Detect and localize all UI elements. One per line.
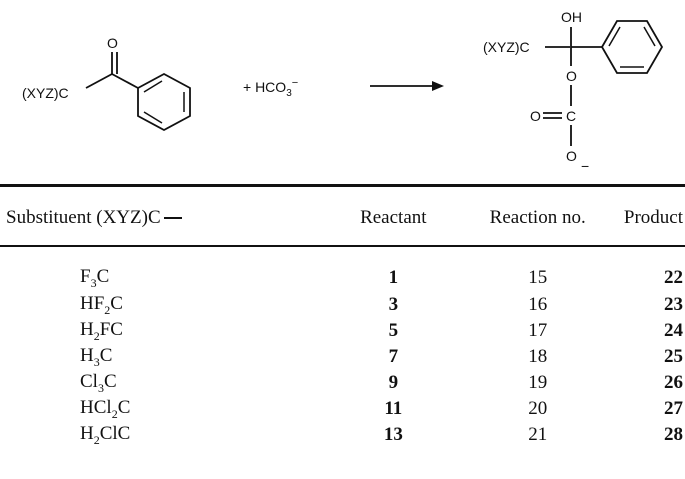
reagent-label: + $HCO_3^-$: [243, 77, 299, 99]
reaction-arrow-head: [432, 81, 444, 91]
col-header-reactant: Reactant: [360, 207, 427, 228]
reactant-cell: 9: [388, 372, 399, 393]
product-cell: 24: [664, 320, 683, 341]
bond-dash: [164, 217, 182, 219]
table-body: [0, 246, 685, 448]
product-phenyl-double-2: [644, 27, 655, 46]
reactant-cell: 13: [383, 424, 403, 445]
reaction-no-cell: 16: [528, 294, 548, 315]
reaction-scheme: [0, 0, 685, 180]
substituent-cell: $HF_2C$: [80, 292, 123, 317]
reactant-cell: 1: [388, 267, 399, 288]
substituent-cell: HCl$_2$C: [80, 396, 131, 421]
substituent-cell: $H_2ClC$: [80, 422, 131, 447]
col-header-substituent: Substituent (XYZ)C: [0, 190, 335, 246]
substituent-cell: $Cl_3C$: [80, 370, 117, 395]
substituent-table: [0, 190, 685, 448]
reaction-no-cell: 17: [528, 320, 548, 341]
bond-to-phenyl: [112, 74, 138, 88]
table-top-rule: [0, 184, 685, 187]
reactant-group-label: (XYZ)C: [22, 85, 69, 101]
reaction-no-cell: 20: [528, 398, 548, 419]
reaction-scheme-svg: [0, 0, 685, 180]
table-row: [0, 246, 685, 292]
product-cell: 25: [664, 346, 683, 367]
product-cell: 27: [664, 398, 683, 419]
reaction-no-cell: 18: [528, 346, 548, 367]
carbonate-o-minus-label: O: [566, 148, 577, 164]
reaction-no-cell: 19: [528, 372, 548, 393]
carbonyl-o-label: O: [107, 35, 118, 51]
product-cell: 23: [664, 294, 683, 315]
bond-c-carbonyl: [86, 74, 112, 88]
table-row: [0, 318, 685, 344]
substituent-cell: $H_2FC$: [80, 318, 123, 343]
product-phenyl-double-1: [609, 27, 620, 46]
col-header-reaction-no: Reaction no.: [489, 207, 586, 228]
reactant-cell: 7: [388, 346, 399, 367]
substituent-cell: $H_3C$: [80, 344, 113, 369]
table-row: [0, 344, 685, 370]
carbonate-o-double-label: O: [530, 108, 541, 124]
reaction-no-cell: 21: [528, 424, 548, 445]
product-group-label: (XYZ)C: [483, 39, 530, 55]
reactant-cell: 5: [388, 320, 399, 341]
hydroxyl-label: OH: [561, 9, 582, 25]
table-row: [0, 422, 685, 448]
product-cell: 22: [664, 267, 683, 288]
carbonate-c-label: C: [566, 108, 577, 124]
product-cell: 28: [664, 424, 683, 445]
phenyl-ring-product: [602, 21, 662, 73]
col-header-product: Product: [623, 207, 683, 228]
phenyl-ring-reactant: [138, 74, 190, 130]
reactant-cell: 11: [384, 398, 403, 419]
table-row: [0, 292, 685, 318]
table-header-row: [0, 190, 685, 246]
product-cell: 26: [664, 372, 683, 393]
substituent-cell: $F_3C$: [80, 265, 110, 290]
ether-o-label: O: [566, 68, 577, 84]
table-row: [0, 396, 685, 422]
reaction-no-cell: 15: [528, 267, 548, 288]
minus-charge-label: −: [581, 158, 590, 174]
table-row: [0, 370, 685, 396]
reactant-cell: 3: [388, 294, 399, 315]
